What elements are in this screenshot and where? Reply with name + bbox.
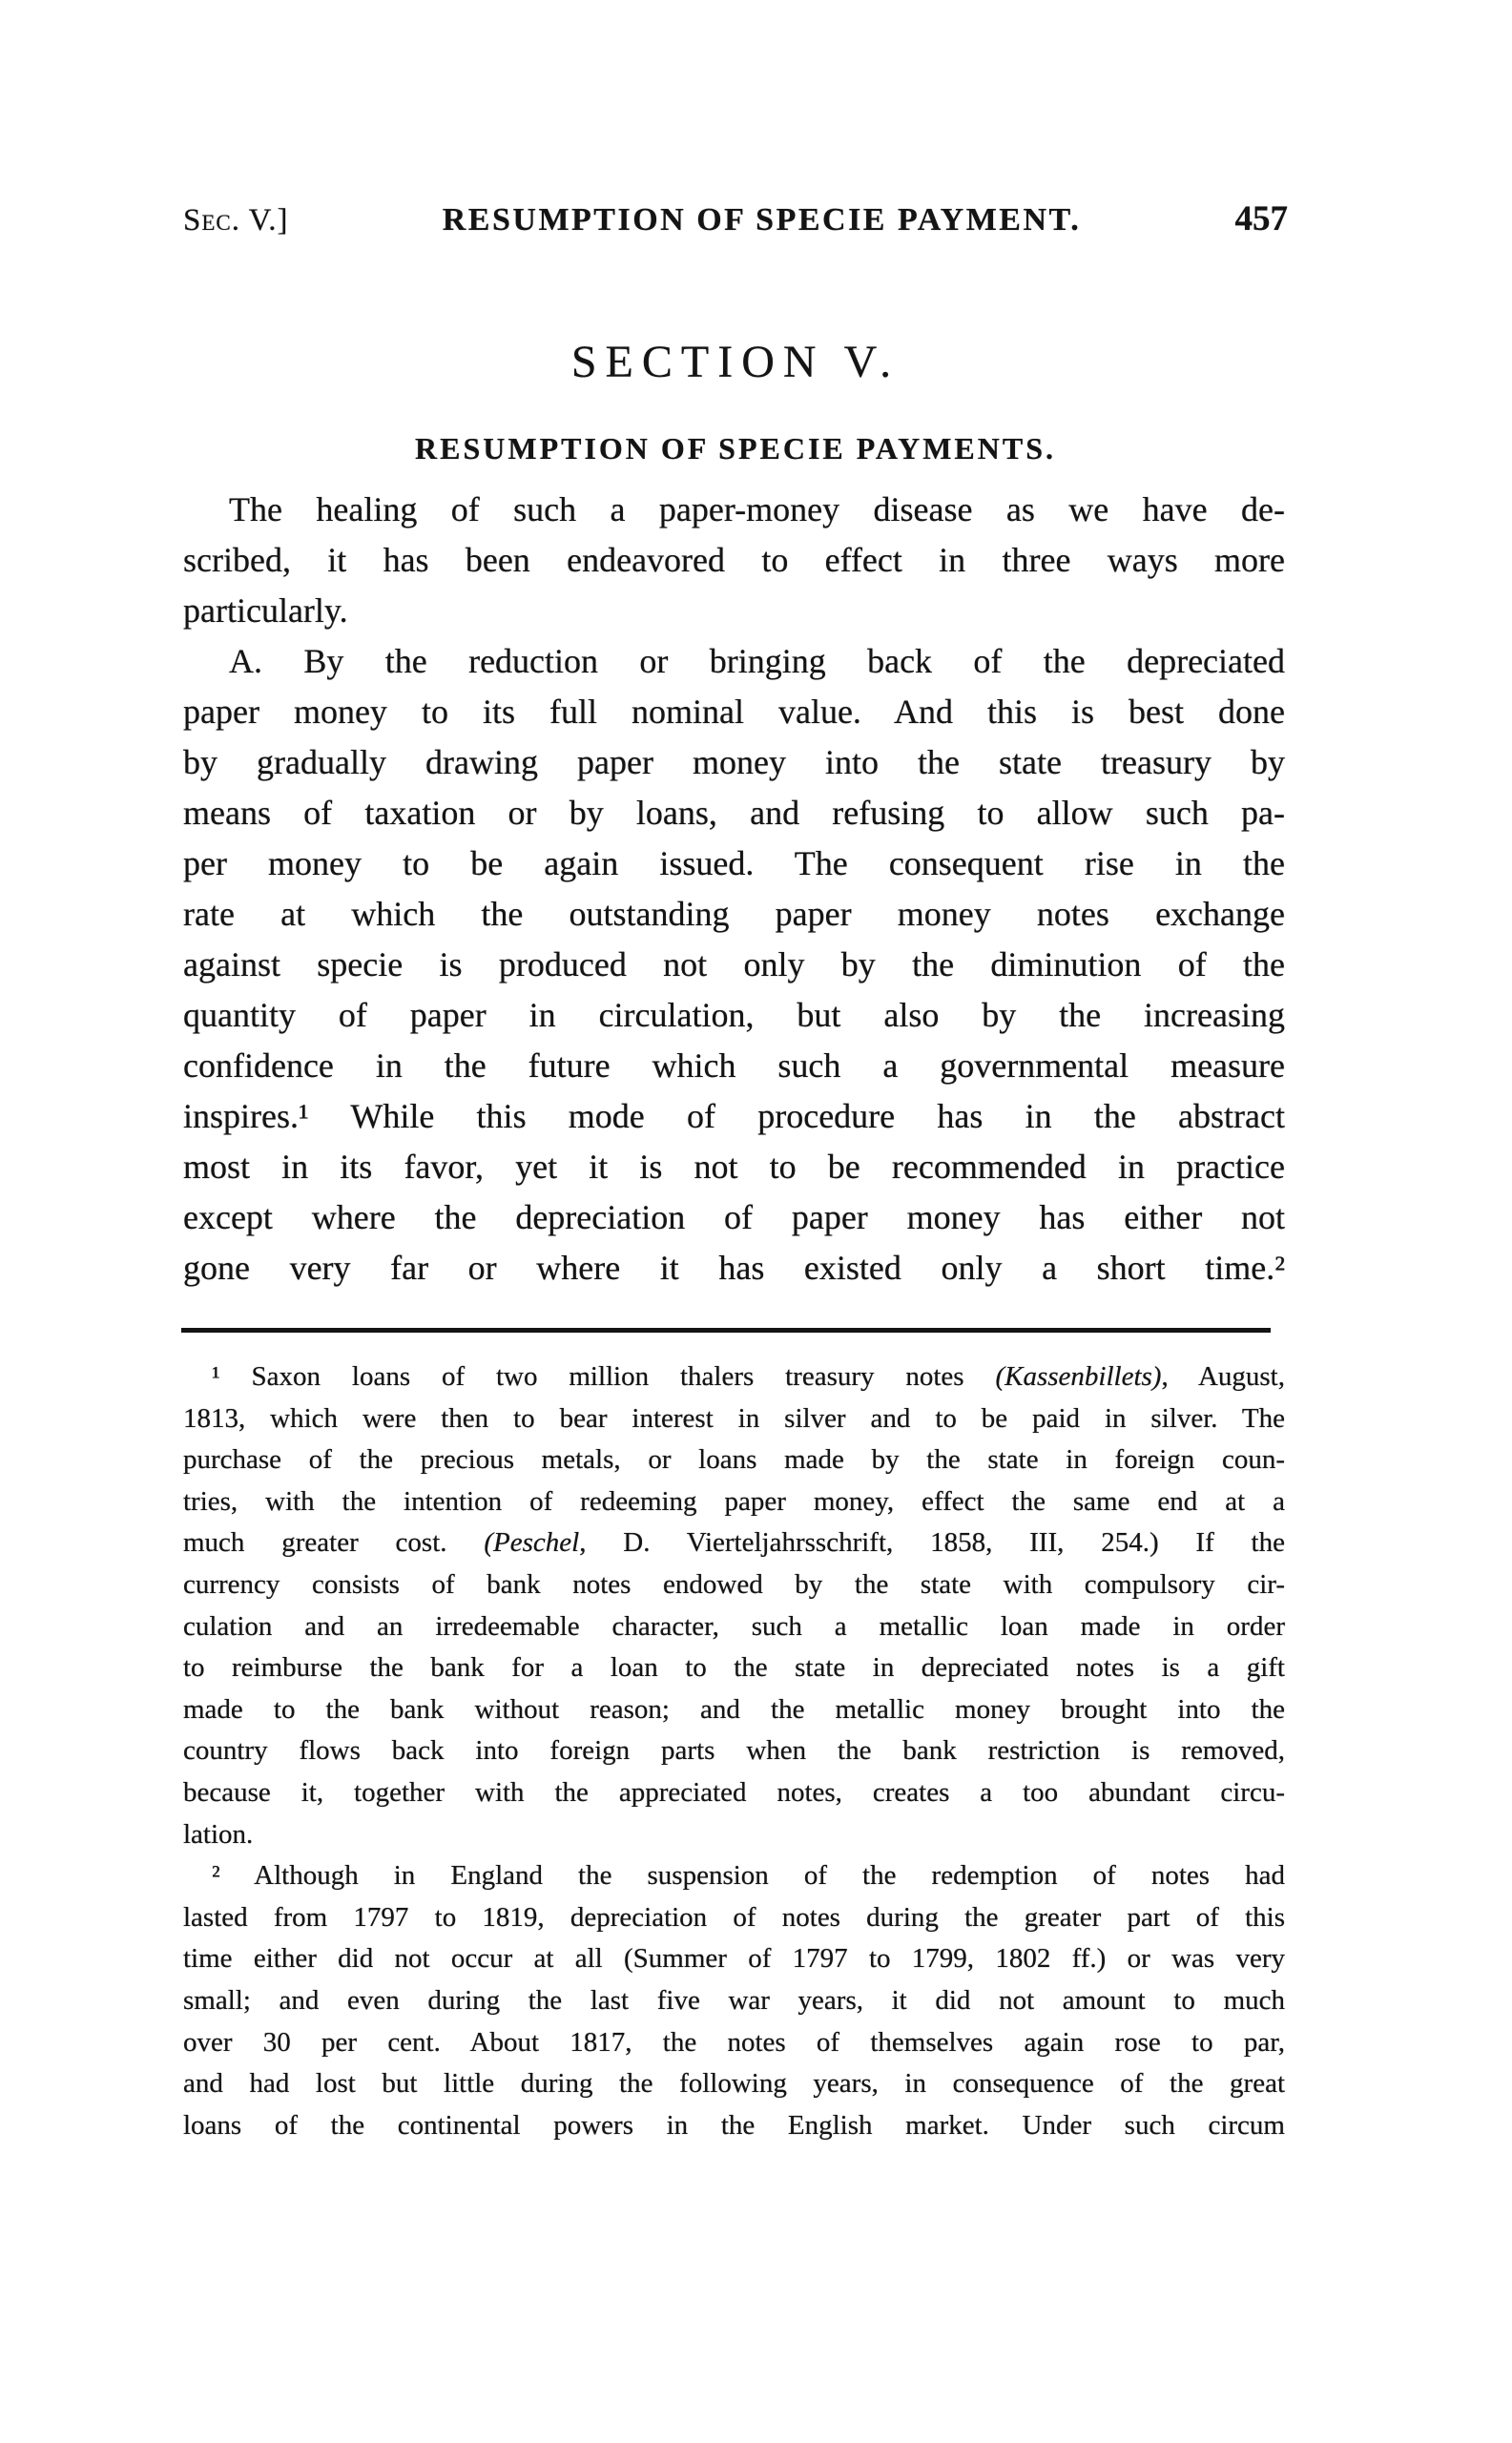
- footnote-text: ¹ Saxon loans of two million thalers treasury notes: [212, 1361, 996, 1392]
- text-line: per money to be again issued. The consequent rise in the: [183, 844, 1285, 882]
- footnote-line: and had lost but little during the following years, in consequence of the great: [183, 2068, 1285, 2100]
- footnote-line: lasted from 1797 to 1819, depreciation of notes during the greater part of this: [183, 1901, 1285, 1933]
- text-line: scribed, it has been endeavored to effect in three ways more: [183, 541, 1285, 579]
- text-line: rate at which the outstanding paper money notes exchange: [183, 895, 1285, 933]
- footnotes: [183, 1356, 1285, 2146]
- footnote-line: purchase of the precious metals, or loans made by the state in foreign coun-: [183, 1444, 1285, 1476]
- footnote-line: currency consists of bank notes endowed by the state with compulsory cir-: [183, 1568, 1285, 1600]
- text-line: inspires.¹ While this mode of procedure has in the abstract: [183, 1097, 1285, 1135]
- body-text: [183, 485, 1285, 1294]
- footnote-line: country flows back into foreign parts when the bank restriction is removed,: [183, 1735, 1285, 1767]
- footnote-line: tries, with the intention of redeeming paper money, effect the same end at a: [183, 1485, 1285, 1517]
- text-line: by gradually drawing paper money into the state treasury by: [183, 743, 1285, 781]
- footnote-line: time either did not occur at all (Summer of 1797 to 1799, 1802 ff.) or was very: [183, 1943, 1285, 1975]
- text-line: most in its favor, yet it is not to be recommended in practice: [183, 1148, 1285, 1186]
- text-line: means of taxation or by loans, and refusing to allow such pa-: [183, 794, 1285, 832]
- footnote-divider: [181, 1328, 1271, 1333]
- footnote-line: loans of the continental powers in the English market. Under such circum: [183, 2109, 1285, 2141]
- section-title: SECTION V.: [570, 337, 901, 387]
- text-line: confidence in the future which such a governmental measure: [183, 1046, 1285, 1085]
- footnote-text: , D. Vierteljahrsschrift, 1858, III, 254.) If the: [579, 1527, 1285, 1559]
- text-line: The healing of such a paper-money disease as we have de-: [229, 490, 1285, 528]
- footnote-line: lation.: [183, 1818, 254, 1850]
- running-head-section: Sec. V.]: [183, 203, 289, 238]
- running-head-title: RESUMPTION OF SPECIE PAYMENT.: [442, 202, 1082, 238]
- text-line: paper money to its full nominal value. And this is best done: [183, 693, 1285, 731]
- footnote-line: because it, together with the appreciated notes, creates a too abundant circu-: [183, 1776, 1285, 1808]
- text-line: against specie is produced not only by the diminution of the: [183, 945, 1285, 983]
- footnote-line: made to the bank without reason; and the metallic money brought into the: [183, 1693, 1285, 1725]
- footnote-line: 1813, which were then to bear interest in silver and to be paid in silver. The: [183, 1402, 1285, 1434]
- footnote-line: [183, 1522, 1285, 1564]
- footnote-line: small; and even during the last five war years, it did not amount to much: [183, 1984, 1285, 2016]
- text-line: gone very far or where it has existed only a short time.²: [183, 1249, 1285, 1287]
- footnote-italic: (Peschel: [484, 1527, 580, 1559]
- running-head: [183, 198, 1288, 239]
- text-line: except where the depreciation of paper money has either not: [183, 1198, 1285, 1236]
- section-subtitle: RESUMPTION OF SPECIE PAYMENTS.: [415, 431, 1056, 466]
- footnote-line: culation and an irredeemable character, such a metallic loan made in order: [183, 1610, 1285, 1642]
- text-line: particularly.: [183, 591, 348, 630]
- footnote-line: over 30 per cent. About 1817, the notes of themselves again rose to par,: [183, 2026, 1285, 2058]
- footnote-line: [183, 1356, 1285, 1398]
- footnote-italic: (Kassenbillets): [995, 1361, 1162, 1392]
- footnote-text: much greater cost.: [183, 1527, 485, 1559]
- text-line: quantity of paper in circulation, but also by the increasing: [183, 996, 1285, 1034]
- text-line: A. By the reduction or bringing back of the depreciated: [229, 642, 1285, 680]
- page-number: 457: [1234, 199, 1288, 238]
- footnote-line: ² Although in England the suspension of the redemption of notes had: [212, 1860, 1285, 1892]
- footnote-text: , August,: [1161, 1361, 1285, 1392]
- footnote-line: to reimburse the bank for a loan to the state in depreciated notes is a gift: [183, 1652, 1285, 1684]
